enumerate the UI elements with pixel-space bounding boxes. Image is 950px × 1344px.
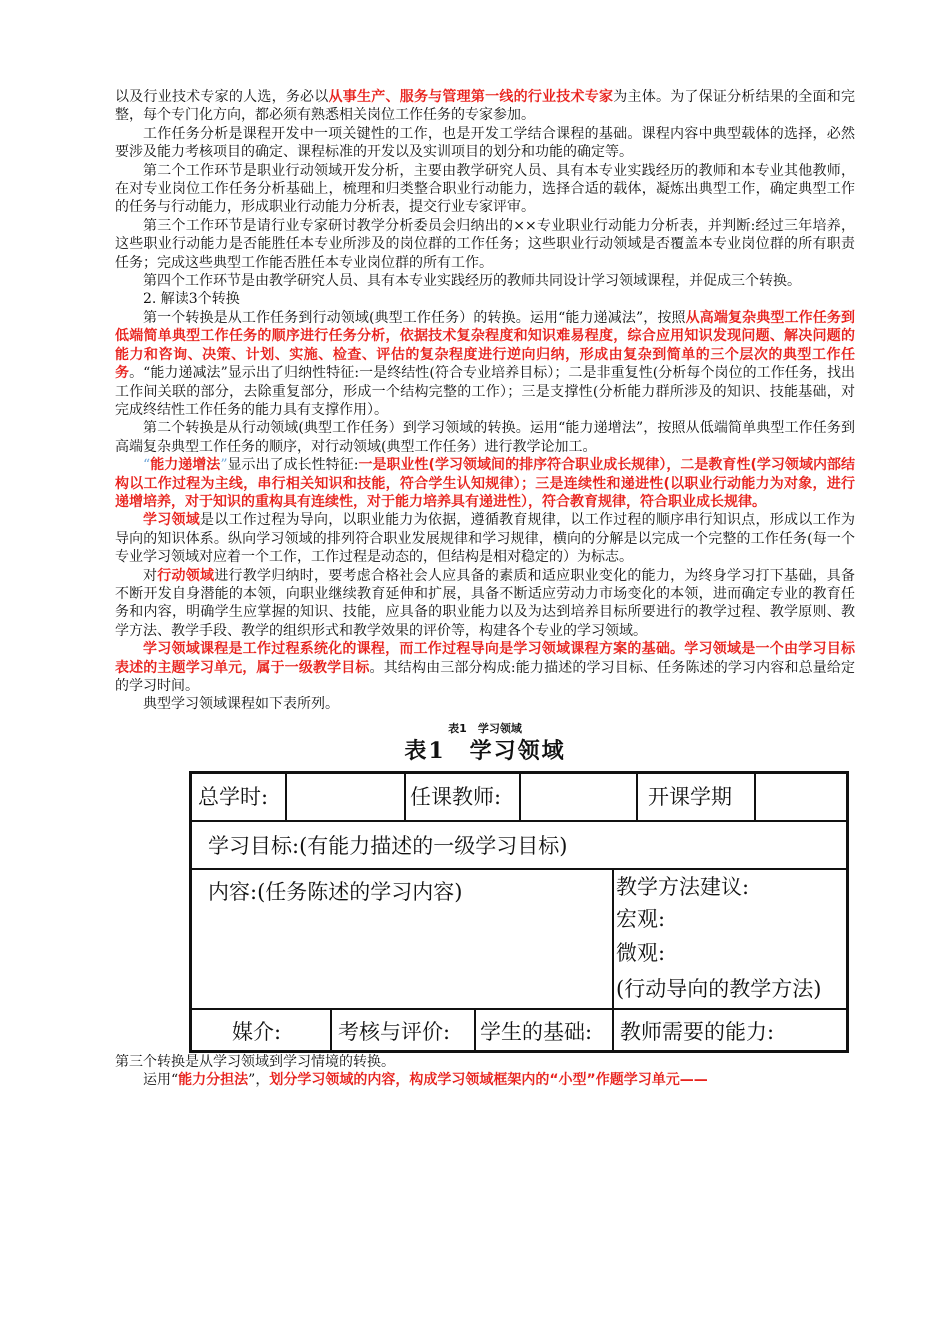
text: 对 (143, 567, 158, 584)
text: 。“能力递减法”显示出了归纳性特征:一是终结性(符合专业培养目标）；二是非重复性(分析每个岗位的工作任务，找出工作间关联的部分，去除重复部分，形成一个结构完整的工作）；三是支撑性(分析能力群所涉及的知识、技能基础，对完成终结性工作任务的能力具有支撑作用）。 (115, 365, 856, 418)
text: 以及行业技术专家的人选，务必以 (115, 89, 329, 105)
table-rule (519, 774, 521, 820)
content-label: 内容:(任务陈述的学习内容) (208, 879, 463, 904)
text: 为主体。为了保证分析结果的全面和完整，每个专门化方向，都必须有熟悉相关岗位工作任务的专家参加。 (115, 89, 856, 124)
teacher-ability-label: 教师需要的能力: (620, 1019, 775, 1044)
quote-mark: ” (220, 457, 228, 474)
assessment-label: 考核与评价: (338, 1019, 451, 1044)
paragraph-13: 典型学习领域课程如下表所列。 (143, 696, 339, 713)
text: 是以工作过程为导向，以职业能力为依据，遵循教育规律，以工作过程的顺序串行知识点，形成以工作为导向的知识体系。纵向学习领域的排列符合职业发展规律和学习规律，横向的分解是以完成一个完整的工作任务(每一个专业学习领域对应着一个工作，工作过程是动态的，但结构是相对稳定的）为标志。 (115, 512, 856, 566)
table-rule (192, 868, 846, 870)
table-rule (330, 1008, 332, 1053)
micro-label: 微观: (616, 940, 666, 965)
table-caption-big: 表1 学习领域 (404, 738, 566, 765)
media-label: 媒介: (232, 1019, 282, 1044)
paragraph-8: 第二个转换是从行动领域(典型工作任务）到学习领域的转换。运用“能力递增法”，按照从低端简单典型工作任务到高端复杂典型工作任务的顺序，对行动领域(典型工作任务）进行教学论加工。 (115, 420, 855, 455)
paragraph-4: 第三个工作环节是请行业专家研讨教学分析委员会归纳出的××专业职业行动能力分析表，并判断:经过三年培养，这些职业行动能力是否能胜任本专业所涉及的岗位群的工作任务；这些职业行动领域是否覆盖本专业岗位群的所有职责任务；完成这些典型工作能否胜任本专业岗位群的所有工作。 (115, 217, 855, 271)
paragraph-2: 工作任务分析是课程开发中一项关键性的工作，也是开发工学结合课程的基础。课程内容中典型载体的选择，必然要涉及能力考核项目的确定、课程标准的开发以及实训项目的划分和功能的确定等。 (115, 125, 855, 161)
highlight-text: 学习领域课程是工作过程系统化的课程，而工作过程导向是学习领域课程方案的基础。学习领域是一个由学习目标表述的主题学习单元，属于一级教学目标 (115, 641, 855, 676)
text: 进行教学归纳时，要考虑合格社会人应具备的素质和适应职业变化的能力，为终身学习打下基础，具备不断开发自身潜能的本领，向职业继续教育延伸和扩展，具备不断适应劳动力市场变化的本领，进而确定专业的教育任务和内容，明确学生应掌握的知识、技能，应具备的职业能力以及为达到培养目标所要进行的教学过程、教学原则、教学方法、教学手段、教学的组织形式和教学效果的评价等，构建各个专业的学习领域。 (115, 567, 856, 639)
highlight-text: 从事生产、服务与管理第一线的行业技术专家 (328, 89, 614, 105)
text: 运用“ (143, 1072, 179, 1089)
text: 显示出了成长性特征: (227, 457, 359, 474)
highlight-text: 能力递增法 (150, 457, 221, 474)
paragraph-7 (115, 309, 855, 419)
method-title: 教学方法建议: (616, 874, 750, 899)
highlight-text: 学习领域 (143, 512, 200, 529)
highlight-text: 一是职业性(学习领域间的排序符合职业成长规律），二是教育性(学习领域内部结构以工作过程为主线，串行相关知识和技能，符合学生认知规律）；三是连续性和递进性(以职业行动能力为对象，进行递增培养，对于知识的重构具有连续性，对于能力培养具有递进性），符合教育规律，符合职业成长规律。 (115, 457, 856, 510)
paragraph-3: 第二个工作环节是职业行动领域开发分析，主要由教学研究人员、具有本专业实践经历的教师和本专业其他教师，在对专业岗位工作任务分析基础上，梳理和归类整合职业行动能力，选择合适的载体，凝炼出典型工作，确定典型工作的任务与行动能力，形成职业行动能力分析表，提交行业专家评审。 (115, 162, 855, 216)
table-rule (612, 1008, 614, 1053)
table-rule (192, 1008, 846, 1010)
table-rule (754, 774, 756, 820)
paragraph-1 (115, 88, 855, 125)
text: 第一个转换是从工作任务到行动领域(典型工作任务）的转换。运用“能力递减法”，按照 (143, 309, 686, 326)
table-rule (192, 820, 846, 822)
semester-label: 开课学期 (648, 784, 732, 809)
table-rule (636, 774, 638, 820)
paragraph-10 (115, 511, 855, 566)
paragraph-12 (115, 640, 855, 695)
macro-label: 宏观: (616, 906, 666, 931)
highlight-text: 划分学习领域的内容，构成学习领域框架内的“小型”作题学习单元—— (269, 1072, 708, 1089)
paragraph-11 (115, 567, 855, 641)
paragraph-5: 第四个工作环节是由教学研究人员、具有本专业实践经历的教师共同设计学习领域课程，并促成三个转换。 (143, 273, 801, 290)
paragraph-15 (115, 1071, 855, 1089)
quote-mark: “ (143, 457, 151, 474)
highlight-text: 行动领域 (157, 567, 215, 584)
document-body (115, 88, 855, 1089)
section-heading: 2. 解读3个转换 (143, 291, 240, 308)
paragraph-14: 第三个转换是从学习领域到学习情境的转换。 (115, 1053, 395, 1070)
table-rule (404, 774, 406, 820)
table-caption-small: 表1 学习领域 (448, 721, 522, 735)
paragraph-9 (115, 456, 855, 511)
objective-label: 学习目标:(有能力描述的一级学习目标) (208, 833, 568, 858)
table-rule (285, 774, 287, 820)
table-rule (612, 868, 614, 1008)
learning-field-table-image (189, 771, 849, 1053)
action-method-label: (行动导向的教学方法) (616, 976, 822, 1001)
student-basis-label: 学生的基础: (480, 1019, 593, 1044)
text: 。其结构由三部分构成:能力描述的学习目标、任务陈述的学习内容和总量给定的学习时间。 (115, 659, 856, 694)
highlight-text: 从高端复杂典型工作任务到低端简单典型工作任务的顺序进行任务分析，依据技术复杂程度和知识难易程度，综合应用知识发现问题、解决问题的能力和咨询、决策、计划、实施、检查、评估的复杂程度进行逆向归纳，形成由复杂到简单的三个层次的典型工作任务 (115, 309, 855, 382)
text: ”， (248, 1072, 270, 1089)
total-hours-label: 总学时: (198, 784, 269, 809)
highlight-text: 能力分担法 (178, 1072, 249, 1089)
table-rule (474, 1008, 476, 1053)
teacher-label: 任课教师: (410, 784, 502, 809)
